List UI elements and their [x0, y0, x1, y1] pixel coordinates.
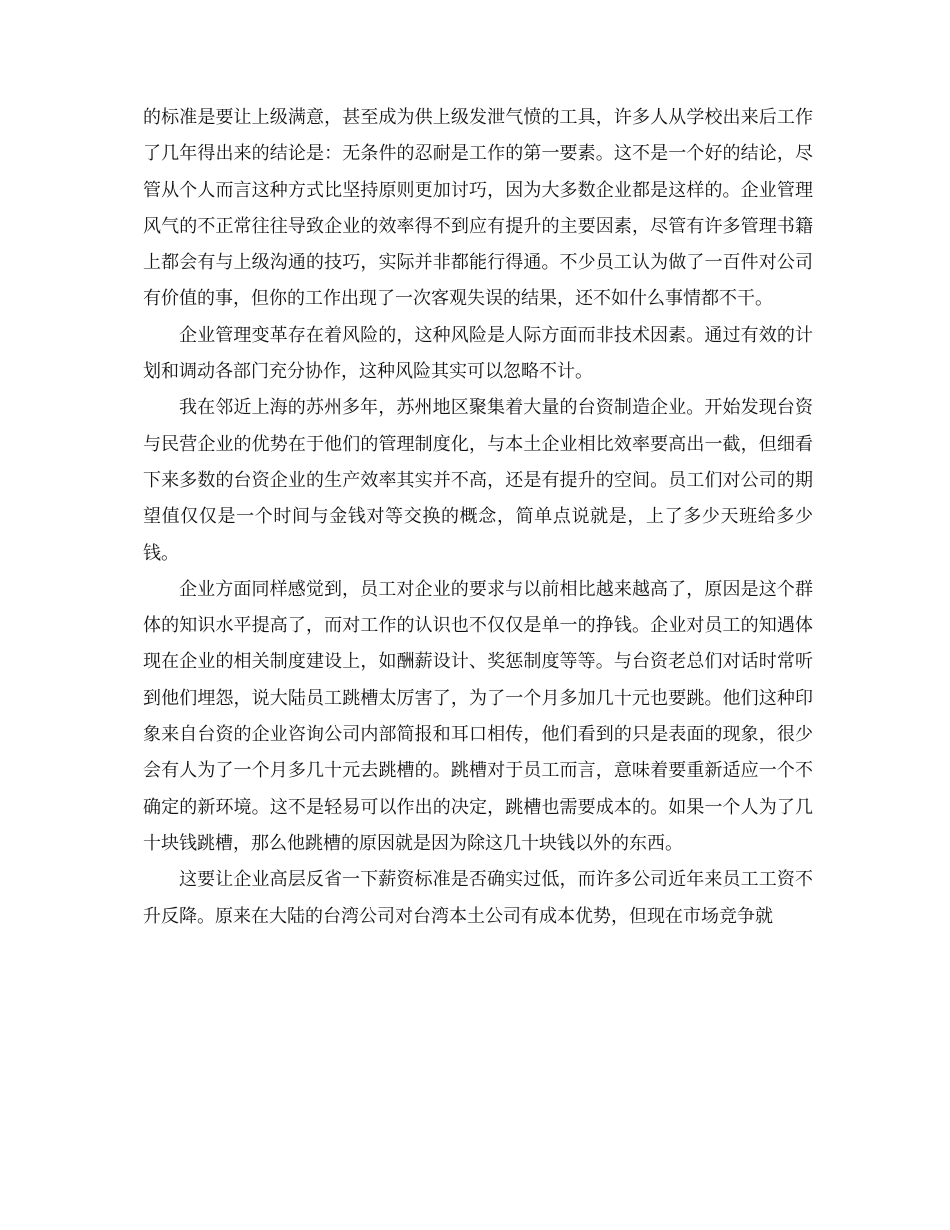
paragraph-1: 的标准是要让上级满意，甚至成为供上级发泄气愤的工具，许多人从学校出来后工作了几年得出来的结论是：无条件的忍耐是工作的第一要素。这不是一个好的结论，尽管从个人而言这种方式比坚持原则更加讨巧，因为大多数企业都是这样的。企业管理风气的不正常往往导致企业的效率得不到应有提升的主要因素，尽管有许多管理书籍上都会有与上级沟通的技巧，实际并非都能行得通。不少员工认为做了一百件对公司有价值的事，但你的工作出现了一次客观失误的结果，还不如什么事情都不干。	[143, 107, 813, 310]
paragraph-2: 企业管理变革存在着风险的，这种风险是人际方面而非技术因素。通过有效的计划和调动各部门充分协作，这种风险其实可以忽略不计。	[143, 324, 813, 383]
paragraph-3: 我在邻近上海的苏州多年，苏州地区聚集着大量的台资制造企业。开始发现台资与民营企业的优势在于他们的管理制度化，与本土企业相比效率要高出一截，但细看下来多数的台资企业的生产效率其实并不高，还是有提升的空间。员工们对公司的期望值仅仅是一个时间与金钱对等交换的概念，简单点说就是，上了多少天班给多少钱。	[143, 397, 813, 564]
paragraph-5: 这要让企业高层反省一下薪资标准是否确实过低，而许多公司近年来员工工资不升反降。原来在大陆的台湾公司对台湾本土公司有成本优势，但现在市场竞争就	[143, 869, 813, 927]
body-text	[143, 100, 813, 935]
paragraph-4: 企业方面同样感觉到，员工对企业的要求与以前相比越来越高了，原因是这个群体的知识水平提高了，而对工作的认识也不仅仅是单一的挣钱。企业对员工的知遇体现在企业的相关制度建设上，如酬薪设计、奖惩制度等等。与台资老总们对话时常听到他们埋怨，说大陆员工跳槽太厉害了，为了一个月多加几十元也要跳。他们这种印象来自台资的企业咨询公司内部简报和耳口相传，他们看到的只是表面的现象，很少会有人为了一个月多几十元去跳槽的。跳槽对于员工而言，意味着要重新适应一个不确定的新环境。这不是轻易可以作出的决定，跳槽也需要成本的。如果一个人为了几十块钱跳槽，那么他跳槽的原因就是因为除这几十块钱以外的东西。	[143, 578, 813, 854]
